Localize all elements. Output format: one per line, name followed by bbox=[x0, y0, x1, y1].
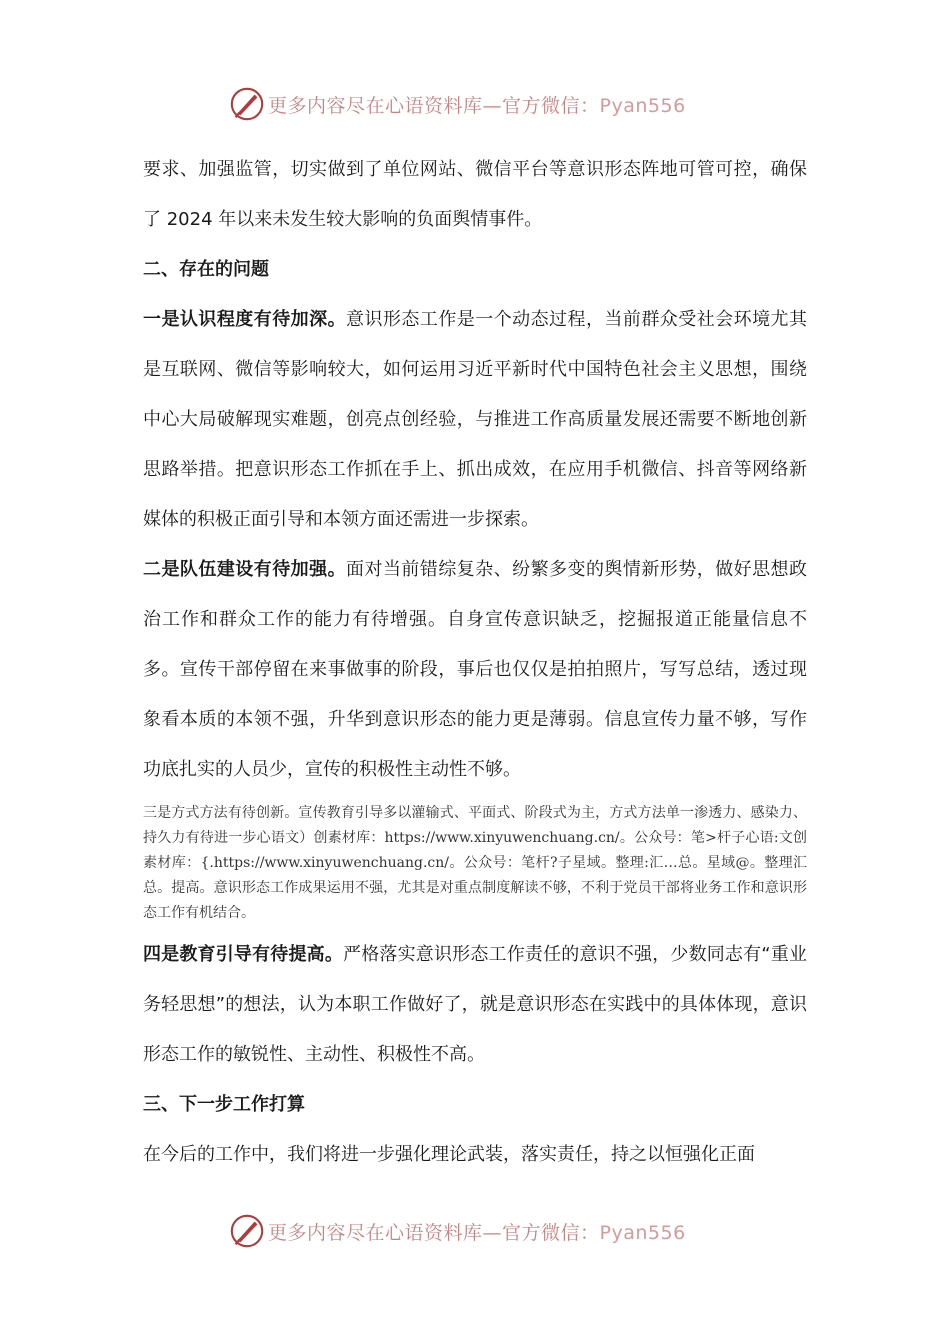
header-banner bbox=[228, 84, 686, 124]
pen-logo-icon bbox=[228, 1212, 266, 1250]
problem-1-text: 意识形态工作是一个动态过程，当前群众受社会环境尤其是互联网、微信等影响较大，如何运用习近平新时代中国特色社会主义思想，围绕中心大局破解现实难题，创亮点创经验，与推进工作高质量发展还需要不断地创新思路举措。把意识形态工作抓在手上、抓出成效，在应用手机微信、抖音等网络新媒体的积极正面引导和本领方面还需进一步探索。 bbox=[143, 309, 808, 530]
banner-text: 更多内容尽在心语资料库—官方微信：Pyan556 bbox=[268, 94, 686, 117]
section-heading-next-steps: 三、下一步工作打算 bbox=[143, 1094, 305, 1115]
problem-1-lead: 一是认识程度有待加深。 bbox=[143, 309, 347, 330]
pen-logo-icon bbox=[228, 85, 266, 123]
problem-4-lead: 四是教育引导有待提高。 bbox=[143, 944, 344, 965]
problem-2-lead: 二是队伍建设有待加强。 bbox=[143, 559, 347, 580]
paragraph-problem-1 bbox=[143, 295, 807, 545]
footer-banner bbox=[228, 1211, 686, 1251]
banner-text: 更多内容尽在心语资料库—官方微信：Pyan556 bbox=[268, 1221, 686, 1244]
document-body bbox=[143, 145, 807, 1180]
problem-4-text: 严格落实意识形态工作责任的意识不强，少数同志有“重业务轻思想”的想法，认为本职工作做好了，就是意识形态在实践中的具体体现，意识形态工作的敏锐性、主动性、积极性不高。 bbox=[143, 944, 808, 1065]
paragraph-intro: 要求、加强监管，切实做到了单位网站、微信平台等意识形态阵地可管可控，确保了 2024 年以来未发生较大影响的负面舆情事件。 bbox=[143, 159, 807, 230]
paragraph-problem-3: 三是方式方法有待创新。宣传教育引导多以灌输式、平面式、阶段式为主，方式方法单一渗透力、感染力、持久力有待进一步心语文）创素材库：https://www.xinyuwenchuang.cn/。公众号：笔>杆子心语:文创素材库：{.https://www.xinyuwenchuang.cn/。公众号：笔杆?子星域。整理:汇…总。星域@。整理汇总。提高。意识形态工作成果运用不强，尤其是对重点制度解读不够，不利于党员干部将业务工作和意识形态工作有机结合。 bbox=[143, 805, 807, 921]
paragraph-problem-2 bbox=[143, 545, 807, 795]
problem-2-text: 面对当前错综复杂、纷繁多变的舆情新形势，做好思想政治工作和群众工作的能力有待增强。自身宣传意识缺乏，挖掘报道正能量信息不多。宣传干部停留在来事做事的阶段，事后也仅仅是拍拍照片，写写总结，透过现象看本质的本领不强，升华到意识形态的能力更是薄弱。信息宣传力量不够，写作功底扎实的人员少，宣传的积极性主动性不够。 bbox=[143, 559, 808, 780]
paragraph-next-steps: 在今后的工作中，我们将进一步强化理论武装，落实责任，持之以恒强化正面 bbox=[143, 1144, 755, 1165]
paragraph-problem-4 bbox=[143, 930, 807, 1080]
section-heading-problems: 二、存在的问题 bbox=[143, 259, 269, 280]
